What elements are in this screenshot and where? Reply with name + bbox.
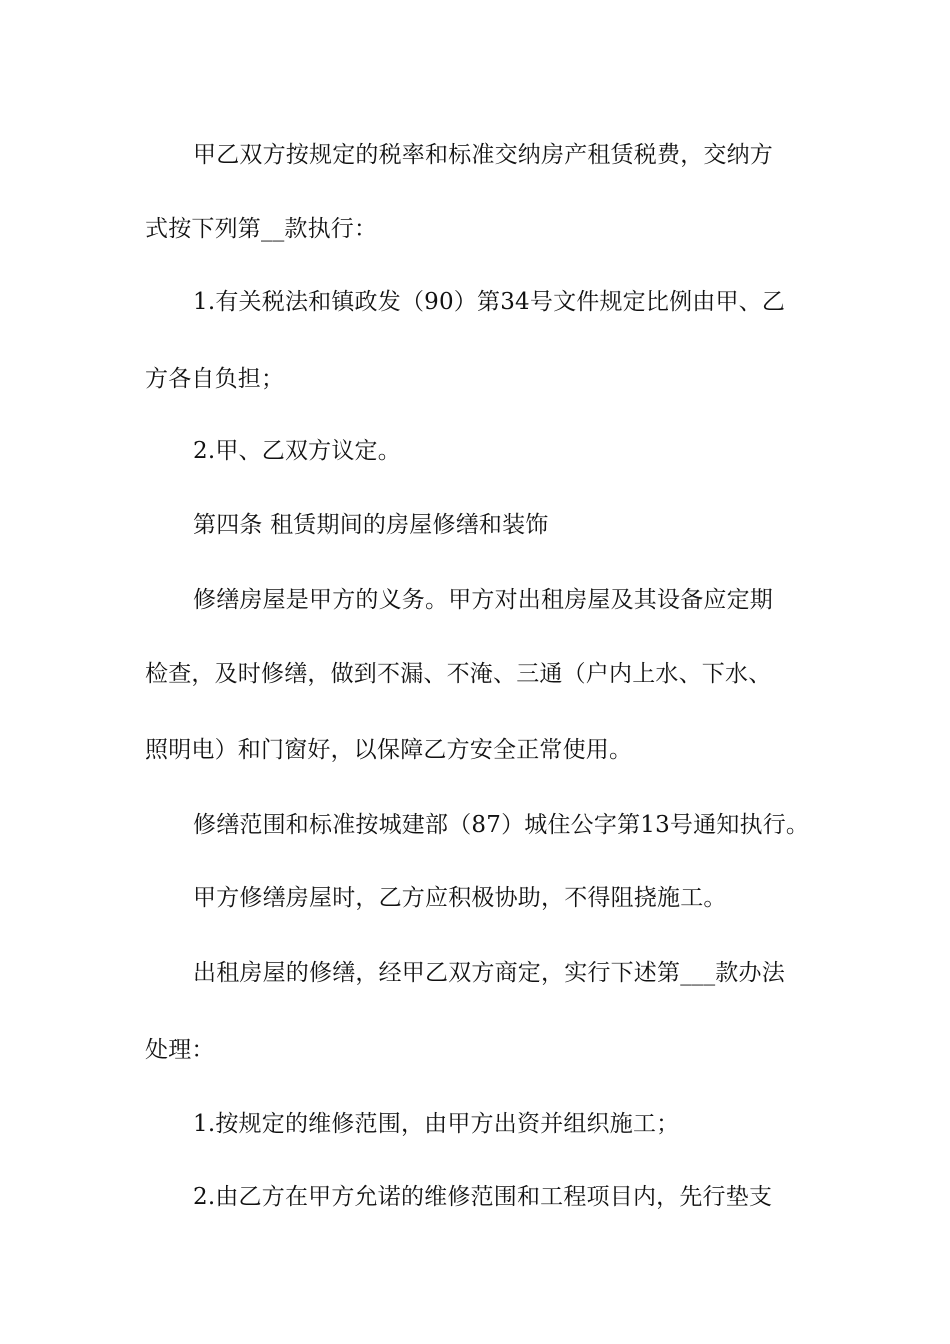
- text-line: 处理：: [145, 1037, 215, 1063]
- text-line: 照明电）和门窗好，以保障乙方安全正常使用。: [145, 737, 633, 763]
- text-line: 修缮范围和标准按城建部（87）城住公字第13号通知执行。: [193, 812, 810, 838]
- text-line: 甲方修缮房屋时，乙方应积极协助，不得阻挠施工。: [193, 885, 727, 911]
- text-line: 1.按规定的维修范围，由甲方出资并组织施工；: [193, 1111, 680, 1137]
- section-heading: 第四条 租赁期间的房屋修缮和装饰: [193, 512, 549, 538]
- text-line: 检查，及时修缮，做到不漏、不淹、三通（户内上水、下水、: [145, 661, 772, 687]
- text-line: 2.由乙方在甲方允诺的维修范围和工程项目内，先行垫支: [193, 1184, 773, 1210]
- text-line: 出租房屋的修缮，经甲乙双方商定，实行下述第___款办法: [193, 960, 785, 986]
- text-line: 2.甲、乙双方议定。: [193, 438, 401, 464]
- text-line: 方各自负担；: [145, 366, 285, 392]
- text-line: 式按下列第__款执行：: [145, 216, 378, 242]
- text-line: 1.有关税法和镇政发（90）第34号文件规定比例由甲、乙: [193, 289, 786, 315]
- text-line: 修缮房屋是甲方的义务。甲方对出租房屋及其设备应定期: [193, 587, 773, 613]
- text-line: 甲乙双方按规定的税率和标准交纳房产租赁税费，交纳方: [193, 142, 773, 168]
